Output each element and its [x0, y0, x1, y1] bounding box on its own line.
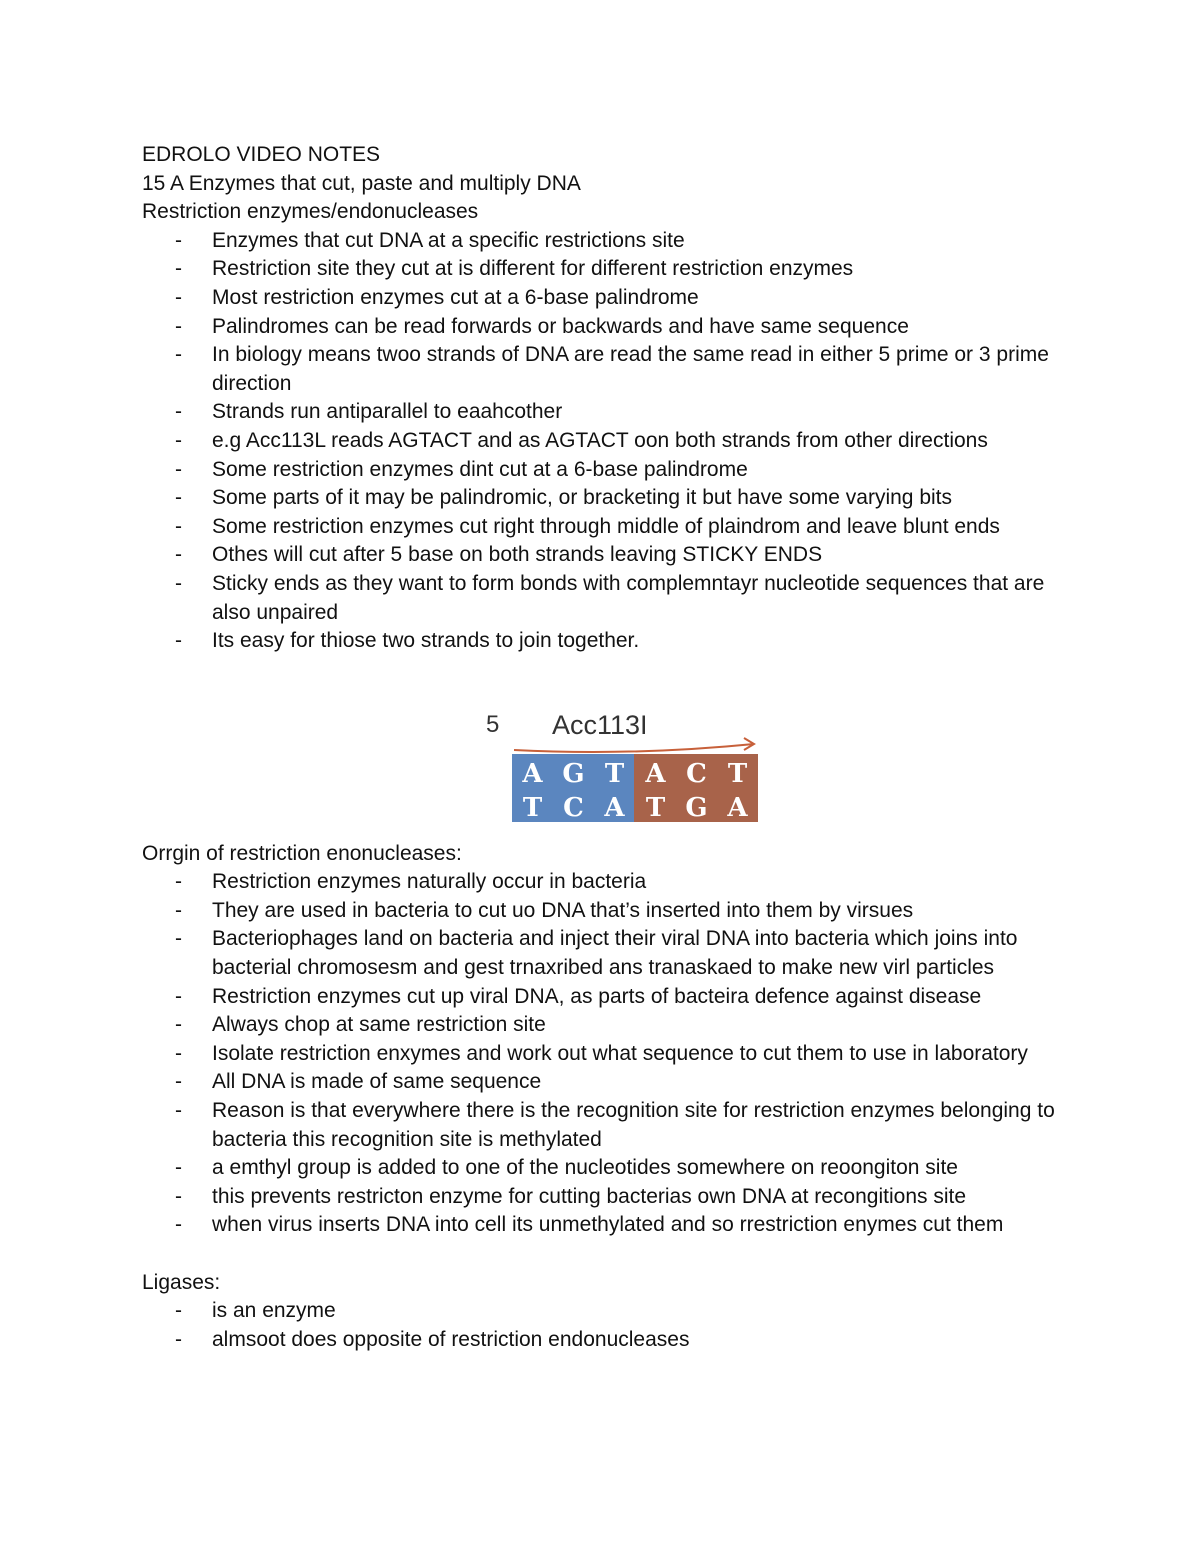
list-item-text: Some restriction enzymes dint cut at a 6-base palindrome [212, 457, 748, 481]
bullet-dash: - [175, 514, 182, 538]
list-item [142, 925, 1082, 982]
direction-arrow [514, 744, 754, 752]
list-item [142, 484, 1082, 513]
list-item-text: Isolate restriction enxymes and work out what sequence to cut them to use in laboratory [212, 1041, 1028, 1065]
list-item [142, 570, 1082, 627]
list-item [142, 897, 1082, 926]
list-item-text: when virus inserts DNA into cell its unmethylated and so rrestriction enymes cut them [212, 1213, 1004, 1237]
ligases-heading: Ligases: [142, 1270, 221, 1294]
top-strand-base: T [727, 758, 748, 789]
list-item-text: All DNA is made of same sequence [212, 1070, 542, 1094]
bullet-dash: - [175, 314, 182, 338]
list-item [142, 1097, 1082, 1154]
list-item [142, 398, 1082, 427]
document-content [142, 141, 1082, 1354]
bottom-strand-base: A [604, 792, 625, 823]
list-item-text: Most restriction enzymes cut at a 6-base palindrome [212, 285, 699, 309]
top-strand-base: T [604, 758, 625, 789]
bullet-dash: - [175, 898, 182, 922]
list-item [142, 1183, 1082, 1212]
list-item-text: Strands run antiparallel to eaahcother [212, 400, 563, 424]
list-item [142, 1040, 1082, 1069]
bullet-dash: - [175, 571, 182, 595]
bottom-strand-base: T [522, 792, 543, 823]
bullet-dash: - [175, 228, 182, 252]
list-item-text: In biology means twoo strands of DNA are read the same read in either 5 prime or 3 prime direction [212, 343, 1049, 395]
bullet-dash: - [175, 486, 182, 510]
bullet-dash: - [175, 1041, 182, 1065]
list-item-text: this prevents restricton enzyme for cutting bacterias own DNA at recongitions site [212, 1184, 967, 1208]
bullet-dash: - [175, 1099, 182, 1123]
list-item-text: Palindromes can be read forwards or backwards and have same sequence [212, 314, 909, 338]
list-item-text: Always chop at same restriction site [212, 1013, 546, 1037]
list-item [142, 427, 1082, 456]
bullet-dash: - [175, 343, 182, 367]
section-heading: 15 A Enzymes that cut, paste and multiply DNA [142, 171, 581, 195]
bullet-dash: - [175, 1327, 182, 1351]
origin-heading: Orrgin of restriction enonucleases: [142, 841, 462, 865]
list-item-text: They are used in bacteria to cut uo DNA that’s inserted into them by virsues [212, 898, 914, 922]
list-item [142, 627, 1082, 656]
list-item-text: Sticky ends as they want to form bonds with complemntayr nucleotide sequences that are also unpaired [212, 571, 1045, 624]
bullet-dash: - [175, 1013, 182, 1037]
bullet-dash: - [175, 257, 182, 281]
list-item [142, 1154, 1082, 1183]
bullet-dash: - [175, 629, 182, 653]
enzyme-label: Acc113I [552, 709, 648, 740]
list-item [142, 513, 1082, 542]
bullet-dash: - [175, 1213, 182, 1237]
list-item [142, 983, 1082, 1012]
list-item-text: Its easy for thiose two strands to join together. [212, 629, 640, 653]
list-item [142, 541, 1082, 570]
list-item-text: Restriction enzymes naturally occur in bacteria [212, 870, 647, 894]
bullet-dash: - [175, 1299, 182, 1323]
list-item-text: Some restriction enzymes cut right through middle of plaindrom and leave blunt ends [212, 514, 1000, 538]
list-item [142, 313, 1082, 342]
bullet-dash: - [175, 543, 182, 567]
list-item-text: e.g Acc113L reads AGTACT and as AGTACT oon both strands from other directions [212, 428, 988, 452]
top-strand-base: A [645, 758, 666, 789]
list-item [142, 341, 1082, 398]
list-item [142, 227, 1082, 256]
list-item [142, 1011, 1082, 1040]
list-item [142, 1211, 1082, 1240]
prime-mark: 5 [486, 710, 500, 738]
figure-container [142, 656, 1082, 840]
list-item [142, 868, 1082, 897]
list-item [142, 1068, 1082, 1097]
list-item-text: Restriction site they cut at is different for different restriction enzymes [212, 257, 854, 281]
bullet-dash: - [175, 400, 182, 424]
bullet-dash: - [175, 984, 182, 1008]
restriction-list [142, 227, 1082, 656]
bottom-strand-base: G [685, 792, 708, 823]
list-item-text: is an enzyme [212, 1299, 336, 1323]
restriction-heading: Restriction enzymes/endonucleases [142, 200, 479, 224]
acc113i-diagram [482, 676, 772, 826]
top-strand-base: C [686, 758, 707, 789]
list-item-text: Restriction enzymes cut up viral DNA, as parts of bacteira defence against disease [212, 984, 982, 1008]
list-item-text: Othes will cut after 5 base on both strands leaving STICKY ENDS [212, 543, 823, 567]
list-item-text: Some parts of it may be palindromic, or bracketing it but have some varying bits [212, 486, 953, 510]
spacer [142, 1240, 1082, 1269]
list-item [142, 255, 1082, 284]
bullet-dash: - [175, 285, 182, 309]
bullet-dash: - [175, 870, 182, 894]
bullet-dash: - [175, 1070, 182, 1094]
bottom-strand-base: C [563, 792, 584, 823]
list-item [142, 1326, 1082, 1355]
list-item-text: Bacteriophages land on bacteria and inject their viral DNA into bacteria which joins into bacterial chromosesm and gest trnaxribed ans tranaskaed to make new virl particles [212, 927, 1018, 980]
document-title: EDROLO VIDEO NOTES [142, 143, 381, 166]
bullet-dash: - [175, 457, 182, 481]
list-item-text: Reason is that everywhere there is the recognition site for restriction enzymes belonging to bacteria this recognition site is methylated [212, 1099, 1055, 1151]
list-item-text: a emthyl group is added to one of the nucleotides somewhere on reoongiton site [212, 1156, 958, 1180]
bullet-dash: - [175, 428, 182, 452]
list-item [142, 1297, 1082, 1326]
list-item-text: Enzymes that cut DNA at a specific restrictions site [212, 228, 685, 252]
top-strand-base: G [562, 758, 585, 789]
origin-list [142, 868, 1082, 1240]
top-strand-base: A [522, 758, 543, 789]
bottom-strand-base: A [727, 792, 748, 823]
list-item-text: almsoot does opposite of restriction endonucleases [212, 1327, 690, 1351]
bullet-dash: - [175, 1184, 182, 1208]
list-item [142, 284, 1082, 313]
list-item [142, 456, 1082, 485]
bottom-strand-base: T [645, 792, 666, 823]
bullet-dash: - [175, 1156, 182, 1180]
bullet-dash: - [175, 927, 182, 951]
ligases-list [142, 1297, 1082, 1354]
